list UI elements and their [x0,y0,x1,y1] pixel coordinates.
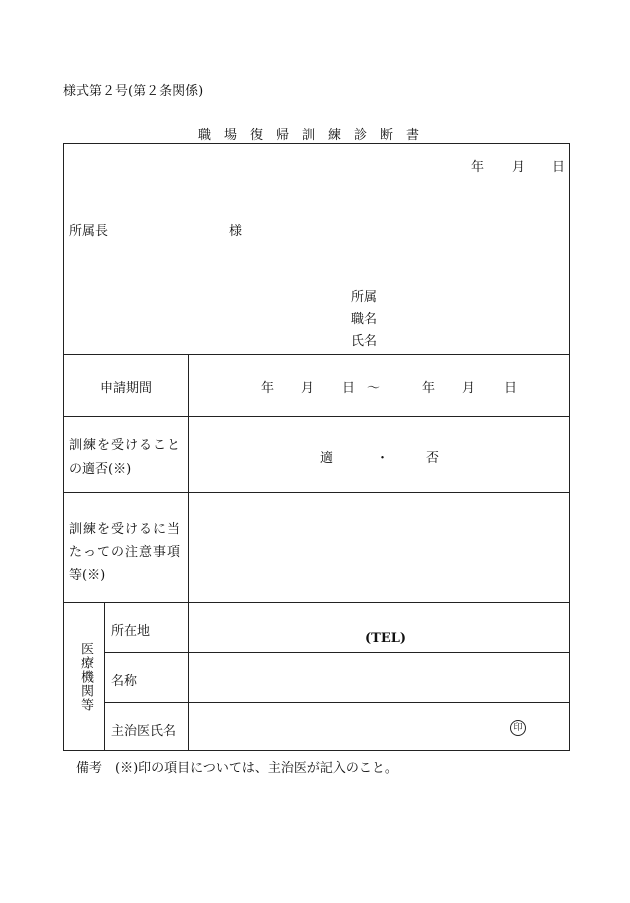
name-label: 氏名 [351,334,378,349]
row-divider [64,416,569,417]
suitability-label-line2: の適否(※) [69,462,132,477]
position-label: 職名 [351,312,378,327]
addressee-label: 所属長 [69,224,109,239]
period-end-month: 月 [462,381,476,396]
document-title: 職場復帰訓練診断書 [197,128,432,143]
institution-name-label: 名称 [111,674,138,689]
row-divider [64,602,569,603]
notes-label-line1: 訓練を受けるに当 [69,522,182,537]
row-divider [64,492,569,493]
location-field[interactable] [194,606,564,648]
seal-mark: 印 [510,720,526,736]
notes-field[interactable] [194,496,564,596]
date-year: 年 [471,160,485,175]
row-divider [64,354,569,355]
period-separator: 〜 [367,381,381,396]
institution-name-field[interactable] [194,656,564,698]
notes-label-line2: たっての注意事項 [69,545,182,560]
period-start-month: 月 [301,381,315,396]
column-divider [188,354,189,750]
column-divider [104,602,105,750]
application-period-field[interactable] [194,360,564,410]
tel-label: (TEL) [365,631,407,646]
remark: 備考 (※)印の項目については、主治医が記入のこと。 [76,761,398,776]
period-start-year: 年 [261,381,275,396]
row-divider [104,652,569,653]
doctor-name-field[interactable] [194,706,494,746]
applicant-field[interactable] [382,284,562,348]
suitability-no[interactable]: 否 [426,451,440,466]
form-number: 様式第２号(第２条関係) [63,84,204,99]
row-divider [104,702,569,703]
date-month: 月 [512,160,526,175]
addressee-honorific: 様 [229,224,243,239]
form-table [63,143,570,751]
suitability-label-line1: 訓練を受けること [69,438,182,453]
date-field[interactable] [464,152,564,174]
affiliation-label: 所属 [351,290,378,305]
application-period-label: 申請期間 [100,381,153,396]
period-end-year: 年 [422,381,436,396]
notes-label-line3: 等(※) [69,568,106,583]
doctor-name-label: 主治医氏名 [111,724,177,739]
period-start-day: 日 [342,381,356,396]
date-day: 日 [552,160,566,175]
suitability-yes[interactable]: 適 [320,451,334,466]
medical-group-label: 医療機関等 [78,642,93,712]
period-end-day: 日 [504,381,518,396]
addressee-field[interactable] [112,216,224,238]
suitability-dot: ・ [376,451,390,466]
location-label: 所在地 [111,624,151,639]
